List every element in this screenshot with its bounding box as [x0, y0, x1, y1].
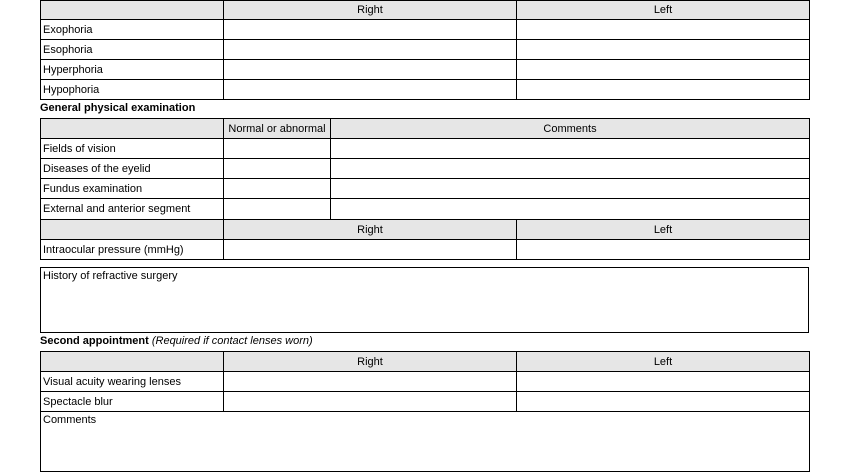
row-label-external-anterior-segment: External and anterior segment: [41, 199, 224, 220]
fundus-examination-comments-field[interactable]: [331, 179, 810, 199]
row-label-intraocular-pressure: Intraocular pressure (mmHg): [41, 240, 224, 260]
row-label-eyelid-diseases: Diseases of the eyelid: [41, 159, 224, 179]
general-exam-heading: General physical examination: [40, 102, 196, 114]
hypophoria-left-field[interactable]: [517, 80, 810, 100]
history-table: [40, 267, 809, 333]
external-anterior-comments-field[interactable]: [331, 199, 810, 220]
spectacle-blur-right-field[interactable]: [224, 392, 517, 412]
hyperphoria-right-field[interactable]: [224, 60, 517, 80]
second-appointment-note: (Required if contact lenses worn): [151, 335, 313, 347]
row-label-visual-acuity-lenses: Visual acuity wearing lenses: [41, 372, 224, 392]
header-right: Right: [224, 1, 517, 20]
fields-of-vision-comments-field[interactable]: [331, 139, 810, 159]
iop-right-field[interactable]: [224, 240, 517, 260]
header-right: Right: [224, 220, 517, 240]
general-exam-table: [40, 118, 810, 260]
visual-acuity-left-field[interactable]: [517, 372, 810, 392]
header-right: Right: [224, 352, 517, 372]
second-appointment-table: [40, 351, 810, 472]
row-label-exophoria: Exophoria: [41, 20, 224, 40]
row-label-hypophoria: Hypophoria: [41, 80, 224, 100]
row-label-esophoria: Esophoria: [41, 40, 224, 60]
header-normal-abnormal: Normal or abnormal: [224, 119, 331, 139]
hypophoria-right-field[interactable]: [224, 80, 517, 100]
header-left: Left: [517, 1, 810, 20]
exophoria-left-field[interactable]: [517, 20, 810, 40]
spectacle-blur-left-field[interactable]: [517, 392, 810, 412]
esophoria-left-field[interactable]: [517, 40, 810, 60]
header-blank: [41, 1, 224, 20]
external-anterior-normal-field[interactable]: [224, 199, 331, 220]
fields-of-vision-normal-field[interactable]: [224, 139, 331, 159]
header-blank: [41, 220, 224, 240]
header-left: Left: [517, 352, 810, 372]
fundus-examination-normal-field[interactable]: [224, 179, 331, 199]
second-appointment-heading: [40, 335, 313, 347]
row-label-hyperphoria: Hyperphoria: [41, 60, 224, 80]
visual-acuity-right-field[interactable]: [224, 372, 517, 392]
eyelid-diseases-normal-field[interactable]: [224, 159, 331, 179]
second-appointment-title: Second appointment: [40, 335, 149, 347]
esophoria-right-field[interactable]: [224, 40, 517, 60]
header-left: Left: [517, 220, 810, 240]
header-blank: [41, 352, 224, 372]
comments-label: Comments: [43, 414, 97, 426]
exophoria-right-field[interactable]: [224, 20, 517, 40]
eyelid-diseases-comments-field[interactable]: [331, 159, 810, 179]
history-refractive-surgery-field[interactable]: [41, 268, 809, 333]
row-label-fields-of-vision: Fields of vision: [41, 139, 224, 159]
hyperphoria-left-field[interactable]: [517, 60, 810, 80]
second-appointment-comments-field[interactable]: [41, 412, 810, 472]
header-blank: [41, 119, 224, 139]
header-comments: Comments: [331, 119, 810, 139]
phoria-table: [40, 0, 810, 100]
row-label-spectacle-blur: Spectacle blur: [41, 392, 224, 412]
row-label-fundus-examination: Fundus examination: [41, 179, 224, 199]
history-refractive-surgery-label: History of refractive surgery: [43, 270, 178, 282]
iop-left-field[interactable]: [517, 240, 810, 260]
